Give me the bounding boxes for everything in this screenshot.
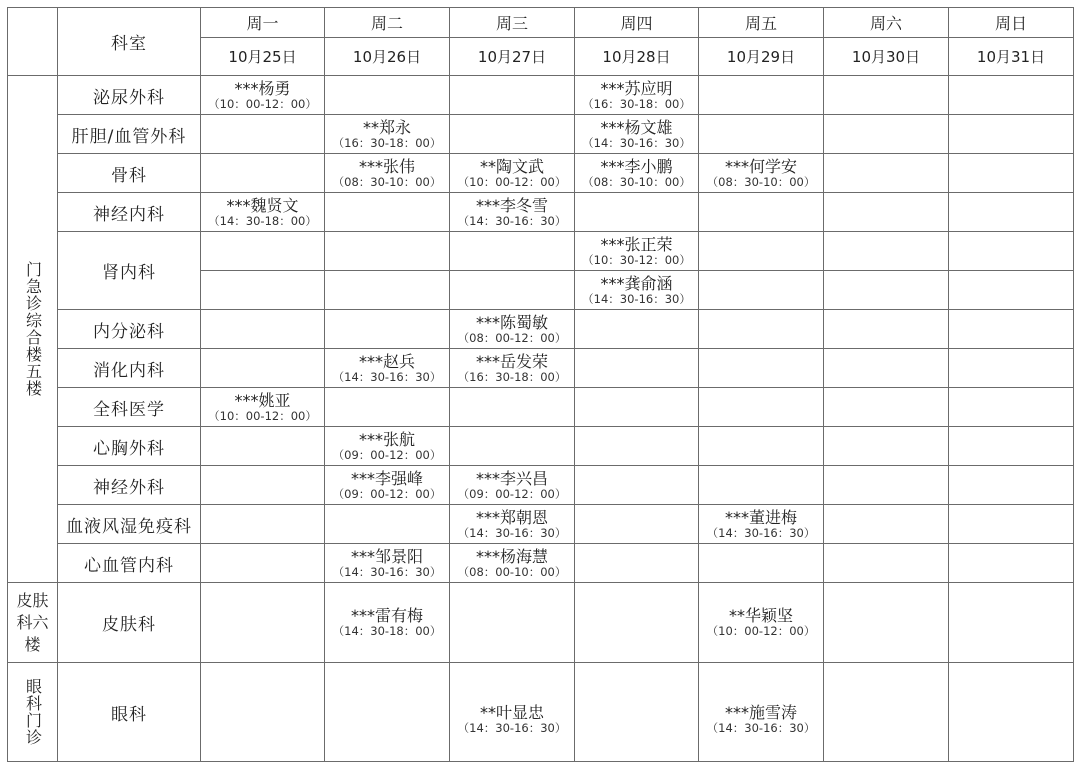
slot-cell	[699, 154, 824, 193]
slot-cell	[201, 427, 325, 466]
slot-cell	[201, 544, 325, 583]
doctor-name: ***李强峰	[350, 468, 423, 488]
clinic-time: （09：00-12：00）	[457, 486, 567, 501]
dept-name: 心胸外科	[58, 427, 201, 466]
doctor-name: ***雷有梅	[350, 606, 423, 625]
slot-cell	[949, 583, 1074, 663]
slot-cell	[450, 544, 575, 583]
doctor-name: ***苏应明	[600, 78, 673, 98]
clinic-time: （08：00-12：00）	[457, 330, 567, 345]
slot-cell	[824, 505, 949, 544]
doctor-name: ***姚亚	[234, 390, 291, 410]
dept-name: 骨科	[58, 154, 201, 193]
date-header-wed: 10月27日	[450, 38, 575, 76]
clinic-time: （14：30-16：30）	[457, 525, 567, 540]
day-header-sat: 周六	[824, 8, 949, 38]
slot-cell	[325, 544, 450, 583]
slot-cell	[325, 349, 450, 388]
table-row	[8, 583, 1074, 663]
slot-cell	[699, 349, 824, 388]
doctor-name: ***赵兵	[358, 351, 415, 371]
slot-cell	[201, 115, 325, 154]
day-header-sun: 周日	[949, 8, 1074, 38]
clinic-time: （14：30-18：00）	[208, 213, 317, 228]
slot-cell	[450, 663, 575, 762]
slot-cell	[699, 663, 824, 762]
slot-cell	[201, 505, 325, 544]
slot-cell	[201, 154, 325, 193]
dept-name: 全科医学	[58, 388, 201, 427]
clinic-time: （09：00-12：00）	[332, 447, 442, 462]
date-header-fri: 10月29日	[699, 38, 824, 76]
slot-cell	[201, 271, 325, 310]
slot-cell	[949, 310, 1074, 349]
slot-cell	[575, 271, 699, 310]
doctor-name: ***郑朝恩	[475, 507, 548, 527]
slot-cell	[824, 663, 949, 762]
slot-cell	[949, 544, 1074, 583]
slot-cell	[450, 310, 575, 349]
slot-cell	[824, 271, 949, 310]
slot-cell	[824, 193, 949, 232]
duty-schedule-table	[7, 7, 1074, 762]
day-header-wed: 周三	[450, 8, 575, 38]
slot-cell	[575, 544, 699, 583]
slot-cell	[824, 154, 949, 193]
clinic-time: （10：00-12：00）	[208, 96, 317, 111]
dept-name: 眼科	[58, 663, 201, 762]
table-row	[8, 388, 1074, 427]
slot-cell	[325, 271, 450, 310]
clinic-time: （08：00-10：00）	[457, 564, 567, 579]
dept-header: 科室	[58, 8, 201, 76]
slot-cell	[325, 310, 450, 349]
dept-name: 肾内科	[58, 232, 201, 310]
slot-cell	[201, 310, 325, 349]
slot-cell	[450, 583, 575, 663]
corner-cell	[8, 8, 58, 76]
slot-cell	[824, 388, 949, 427]
date-header-thu: 10月28日	[575, 38, 699, 76]
slot-cell	[699, 427, 824, 466]
day-header-fri: 周五	[699, 8, 824, 38]
slot-cell	[949, 427, 1074, 466]
slot-cell	[201, 663, 325, 762]
clinic-time: （14：30-16：30）	[706, 525, 816, 540]
slot-cell	[699, 193, 824, 232]
clinic-time: （08：30-10：00）	[706, 174, 816, 189]
table-row	[8, 193, 1074, 232]
slot-cell	[824, 310, 949, 349]
doctor-name: ***魏贤文	[226, 195, 299, 215]
slot-cell	[450, 232, 575, 271]
slot-cell	[575, 583, 699, 663]
table-row	[8, 76, 1074, 115]
doctor-name: ***杨海慧	[475, 546, 548, 566]
slot-cell	[325, 115, 450, 154]
clinic-time: （16：30-18：00）	[457, 369, 567, 384]
slot-cell	[824, 427, 949, 466]
date-header-mon: 10月25日	[201, 38, 325, 76]
slot-cell	[949, 154, 1074, 193]
clinic-time: （14：30-16：30）	[706, 721, 816, 735]
slot-cell	[325, 663, 450, 762]
slot-cell	[450, 76, 575, 115]
slot-cell	[325, 76, 450, 115]
dept-name: 肝胆/血管外科	[58, 115, 201, 154]
slot-cell	[575, 310, 699, 349]
slot-cell	[575, 388, 699, 427]
slot-cell	[949, 663, 1074, 762]
slot-cell	[949, 271, 1074, 310]
doctor-name: ***施雪涛	[724, 703, 797, 722]
day-header-tue: 周二	[325, 8, 450, 38]
slot-cell	[575, 154, 699, 193]
slot-cell	[949, 76, 1074, 115]
slot-cell	[201, 349, 325, 388]
doctor-name: ***李冬雪	[475, 195, 548, 215]
slot-cell	[575, 663, 699, 762]
slot-cell	[450, 466, 575, 505]
slot-cell	[450, 349, 575, 388]
doctor-name: ***陈蜀敏	[475, 312, 548, 332]
table-row	[8, 466, 1074, 505]
slot-cell	[325, 193, 450, 232]
slot-cell	[824, 115, 949, 154]
slot-cell	[201, 583, 325, 663]
slot-cell	[949, 505, 1074, 544]
doctor-name: ***张航	[358, 429, 415, 449]
clinic-time: （10：00-12：00）	[706, 624, 816, 638]
slot-cell	[325, 505, 450, 544]
clinic-time: （14：30-16：30）	[332, 564, 442, 579]
slot-cell	[824, 232, 949, 271]
doctor-name: ***何学安	[724, 156, 797, 176]
clinic-time: （14：30-16：30）	[582, 291, 691, 306]
slot-cell	[201, 76, 325, 115]
header-row-days	[8, 8, 1074, 38]
slot-cell	[450, 154, 575, 193]
doctor-name: **郑永	[362, 117, 411, 137]
clinic-time: （16：30-18：00）	[582, 96, 691, 111]
doctor-name: **叶显忠	[479, 703, 544, 722]
dept-name: 神经外科	[58, 466, 201, 505]
building-name: 门急诊综合楼五楼	[23, 261, 43, 397]
slot-cell	[325, 466, 450, 505]
doctor-name: ***李小鹏	[600, 156, 673, 176]
slot-cell	[949, 388, 1074, 427]
table-row	[8, 349, 1074, 388]
slot-cell	[699, 583, 824, 663]
slot-cell	[325, 232, 450, 271]
clinic-time: （14：30-18：00）	[332, 624, 442, 638]
dept-name: 泌尿外科	[58, 76, 201, 115]
slot-cell	[575, 232, 699, 271]
doctor-name: **华颖坚	[728, 606, 793, 625]
dept-name: 消化内科	[58, 349, 201, 388]
slot-cell	[699, 76, 824, 115]
clinic-time: （10：30-12：00）	[582, 252, 691, 267]
slot-cell	[325, 388, 450, 427]
slot-cell	[699, 115, 824, 154]
doctor-name: ***张伟	[358, 156, 415, 176]
slot-cell	[824, 76, 949, 115]
slot-cell	[824, 544, 949, 583]
date-header-tue: 10月26日	[325, 38, 450, 76]
building-label	[8, 583, 58, 663]
table-row	[8, 115, 1074, 154]
slot-cell	[575, 193, 699, 232]
doctor-name: ***邹景阳	[350, 546, 423, 566]
doctor-name: **陶文武	[479, 156, 544, 176]
dept-name: 神经内科	[58, 193, 201, 232]
slot-cell	[450, 271, 575, 310]
slot-cell	[949, 193, 1074, 232]
slot-cell	[325, 583, 450, 663]
clinic-time: （14：30-16：30）	[332, 369, 442, 384]
building-label	[8, 76, 58, 583]
slot-cell	[824, 466, 949, 505]
slot-cell	[699, 388, 824, 427]
slot-cell	[450, 505, 575, 544]
slot-cell	[201, 193, 325, 232]
dept-name: 皮肤科	[58, 583, 201, 663]
slot-cell	[201, 388, 325, 427]
slot-cell	[699, 466, 824, 505]
doctor-name: ***杨文雄	[600, 117, 673, 137]
doctor-name: ***杨勇	[234, 78, 291, 98]
table-row	[8, 544, 1074, 583]
slot-cell	[450, 193, 575, 232]
doctor-name: ***董进梅	[724, 507, 797, 527]
slot-cell	[699, 544, 824, 583]
clinic-time: （16：30-18：00）	[332, 135, 442, 150]
slot-cell	[325, 154, 450, 193]
slot-cell	[450, 427, 575, 466]
slot-cell	[575, 349, 699, 388]
table-row	[8, 505, 1074, 544]
table-row	[8, 310, 1074, 349]
slot-cell	[699, 505, 824, 544]
slot-cell	[949, 466, 1074, 505]
table-row	[8, 154, 1074, 193]
slot-cell	[450, 388, 575, 427]
clinic-time: （08：30-10：00）	[332, 174, 442, 189]
clinic-time: （10：00-12：00）	[457, 174, 567, 189]
building-name: 眼科门诊	[23, 678, 43, 746]
slot-cell	[949, 349, 1074, 388]
slot-cell	[699, 310, 824, 349]
table-row	[8, 232, 1074, 271]
slot-cell	[699, 271, 824, 310]
slot-cell	[824, 349, 949, 388]
slot-cell	[575, 427, 699, 466]
doctor-name: ***李兴昌	[475, 468, 548, 488]
dept-name: 心血管内科	[58, 544, 201, 583]
slot-cell	[575, 466, 699, 505]
clinic-time: （14：30-16：30）	[582, 135, 691, 150]
day-header-mon: 周一	[201, 8, 325, 38]
date-header-sun: 10月31日	[949, 38, 1074, 76]
slot-cell	[949, 115, 1074, 154]
building-label	[8, 663, 58, 762]
table-row	[8, 427, 1074, 466]
clinic-time: （10：00-12：00）	[208, 408, 317, 423]
doctor-name: ***张正荣	[600, 234, 673, 254]
building-name: 皮肤科六楼	[16, 590, 49, 654]
dept-name: 内分泌科	[58, 310, 201, 349]
day-header-thu: 周四	[575, 8, 699, 38]
slot-cell	[824, 583, 949, 663]
slot-cell	[949, 232, 1074, 271]
clinic-time: （14：30-16：30）	[457, 213, 567, 228]
slot-cell	[201, 232, 325, 271]
slot-cell	[201, 466, 325, 505]
clinic-time: （09：00-12：00）	[332, 486, 442, 501]
slot-cell	[575, 505, 699, 544]
table-row	[8, 663, 1074, 762]
slot-cell	[575, 76, 699, 115]
clinic-time: （08：30-10：00）	[582, 174, 691, 189]
doctor-name: ***龚俞涵	[600, 273, 673, 293]
dept-name: 血液风湿免疫科	[58, 505, 201, 544]
slot-cell	[575, 115, 699, 154]
slot-cell	[325, 427, 450, 466]
slot-cell	[450, 115, 575, 154]
slot-cell	[699, 232, 824, 271]
clinic-time: （14：30-16：30）	[457, 721, 567, 735]
doctor-name: ***岳发荣	[475, 351, 548, 371]
date-header-sat: 10月30日	[824, 38, 949, 76]
